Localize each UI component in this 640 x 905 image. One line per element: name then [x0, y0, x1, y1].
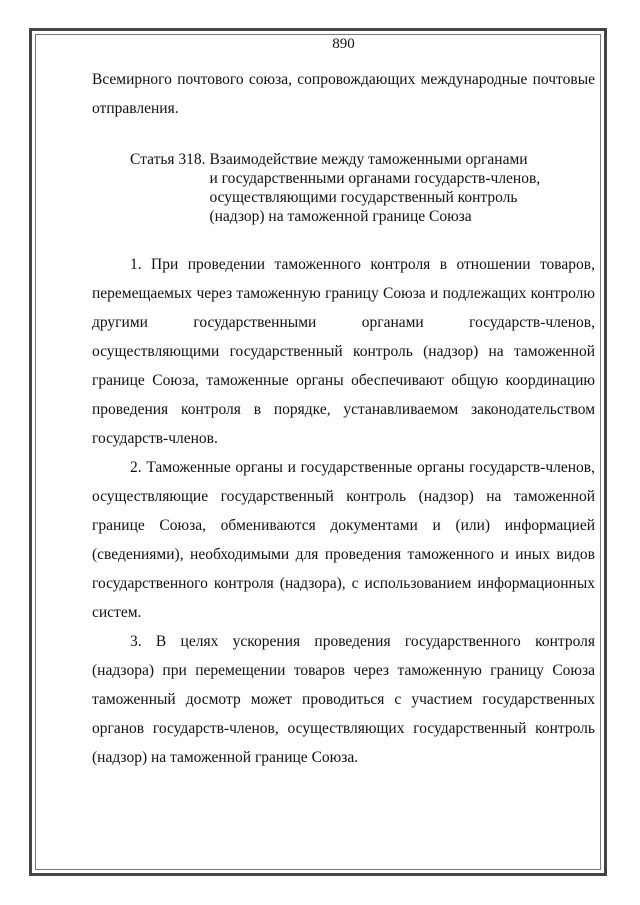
article-title-line: и государственными органами государств-членов,: [209, 170, 541, 187]
paragraph-3: 3. В целях ускорения проведения государственного контроля (надзора) при перемещении товаров через таможенную границу Союза таможенный досмотр может проводиться с участием государственных органов государств-членов, осуществляющих государственный контроль (надзор) на таможенной границе Союза.: [92, 633, 595, 766]
article-title-line: Взаимодействие между таможенными органами: [209, 151, 528, 168]
continuation-paragraph: Всемирного почтового союза, сопровождающих международные почтовые отправления.: [92, 71, 595, 117]
article-title-line: осуществляющими государственный контроль: [209, 189, 518, 206]
article-heading: [130, 150, 595, 226]
article-title-line: (надзор) на таможенной границе Союза: [209, 208, 472, 225]
paragraph-2: 2. Таможенные органы и государственные органы государств-членов, осуществляющие государственный контроль (надзор) на таможенной границе Союза, обмениваются документами и (или) информацией (сведениями), необходимыми для проведения таможенного и иных видов государственного контроля (надзора), с использованием информационных систем.: [92, 459, 595, 621]
article-label: Статья 318.: [130, 151, 206, 168]
article-title: [209, 150, 540, 226]
paragraph-1: 1. При проведении таможенного контроля в отношении товаров, перемещаемых через таможенную границу Союза и подлежащих контролю другими государственными органами государств-членов, осуществляющими государственный контроль (надзор) на таможенной границе Союза, таможенные органы обеспечивают общую координацию проведения контроля в порядке, устанавливаемом законодательством государств-членов.: [92, 256, 595, 447]
document-page: [92, 34, 595, 772]
page-number: 890: [332, 36, 355, 52]
